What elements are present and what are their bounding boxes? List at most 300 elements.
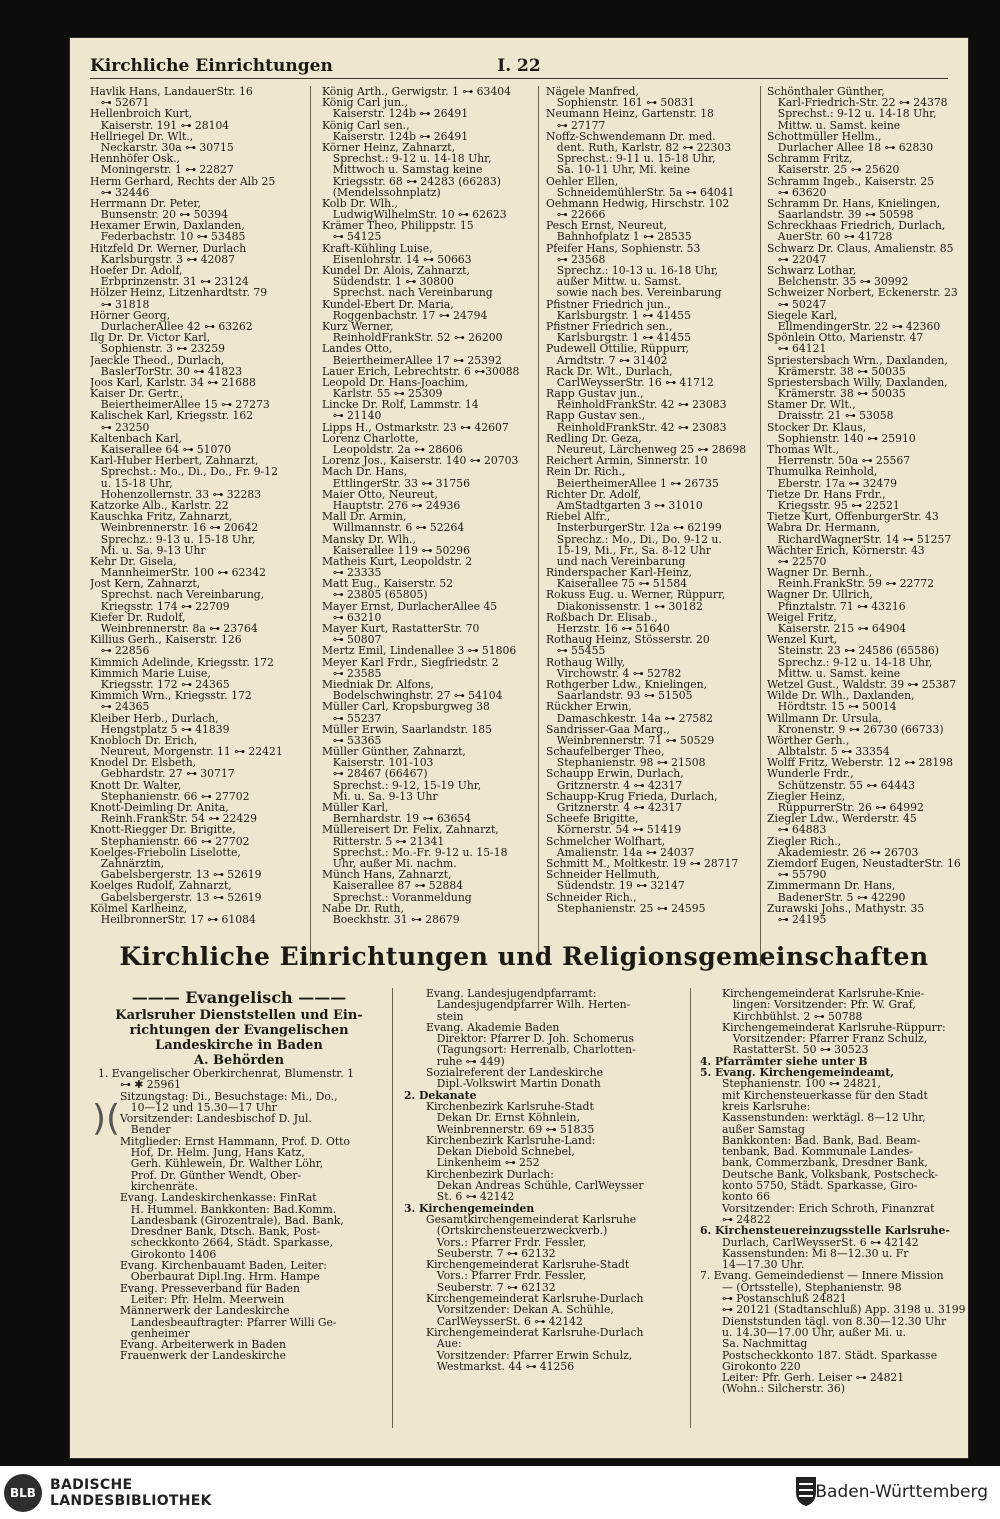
directory-line: Wetzel Gust., Waldstr. 39 ⊶ 25387 [767,677,957,691]
entry-line: u. 14.30—17.00 Uhr, außer Mi. u. [722,1325,907,1339]
directory-line: Kolb Dr. Wlh., [322,196,398,210]
directory-line: ⊶ 23805 (65805) [322,588,428,602]
directory-line: Rokuss Eug. u. Werner, Rüppurr, [546,588,726,602]
directory-line: Kraft-Kühling Luise, [322,241,433,255]
entry-line: Dekan Andreas Schühle, CarlWeysser [426,1179,644,1193]
directory-line: Stocker Dr. Klaus, [767,420,867,434]
directory-line: Kaiserallee 64 ⊶ 51070 [90,443,232,456]
directory-line: Müller Carl, Kropsburgweg 38 [322,700,490,714]
directory-line: Tietze Kurt, OffenburgerStr. 43 [767,510,939,524]
directory-line: Weinbrennerstr. 16 ⊶ 20642 [90,521,259,535]
entry-line: konto 66 [722,1190,771,1204]
entry-line: Dienststunden tägl. von 8.30—12.30 Uhr [722,1314,947,1328]
directory-line: Karlsburgstr. 1 ⊶ 41455 [546,331,691,345]
directory-line: Rapp Gustav jun., [546,387,644,401]
directory-line: Scheefe Brigitte, [546,812,639,826]
entry-line: Landesbank (Girozentrale), Bad. Bank, [120,1213,344,1227]
directory-column-2 [322,86,532,925]
directory-line: Spönlein Otto, Marienstr. 47 [767,331,924,345]
directory-line: Herzstr. 16 ⊶ 51640 [546,622,670,635]
directory-line: Zimmermann Dr. Hans, [767,879,896,893]
directory-line: Mall Dr. Armin, [322,510,407,524]
directory-line: Reinh.FrankStr. 54 ⊶ 22429 [90,812,258,826]
directory-line: Sprechst.: Mo., Di., Do., Fr. 9-12 [90,465,278,479]
directory-line: Stephanienstr. 25 ⊶ 24595 [546,901,706,914]
library-name-line-1: BADISCHE [50,1477,133,1493]
directory-line: BadenerStr. 5 ⊶ 42290 [767,890,906,904]
entry-line: Kirchengemeinderat Karlsruhe-Knie- [722,988,925,1000]
directory-line: Kalischek Karl, Kriegsstr. 162 [90,409,254,423]
directory-line: Schneider Hellmuth, [546,868,660,882]
entry-line: Seuberstr. 7 ⊶ 62132 [426,1280,556,1294]
directory-line: Spriestersbach Wrn., Daxlanden, [767,353,948,367]
entry-line: Gesamtkirchengemeinderat Karlsruhe [426,1212,637,1226]
directory-line: Gebhardstr. 27 ⊶ 30717 [90,767,235,781]
directory-line: Bernhardstr. 19 ⊶ 63654 [322,812,472,826]
entry-line: 7. Evang. Gemeindedienst — Innere Mission [700,1269,944,1283]
directory-line: Schramm Dr. Hans, Knielingen, [767,196,941,210]
directory-line: Joos Karl, Karlstr. 34 ⊶ 21688 [90,375,256,389]
entry-line: Dekan Dr. Ernst Köhnlein, [426,1111,580,1125]
directory-line: Mansky Dr. Wlh., [322,532,416,546]
blb-logo-icon[interactable]: BLB [4,1474,42,1512]
directory-line: Kimmich Marie Luise, [90,666,211,680]
directory-line: Hauptstr. 276 ⊶ 24936 [322,498,461,512]
directory-line: Schaufelberger Theo, [546,745,665,759]
directory-line: ⊶ 27177 [546,118,606,132]
entry-line: Kirchenbezirk Karlsruhe-Stadt [426,1099,594,1113]
directory-line: Federbachstr. 10 ⊶ 53485 [90,230,246,244]
directory-line: Mayer Kurt, RastatterStr. 70 [322,622,480,635]
directory-line: Rothaug Heinz, Stösserstr. 20 [546,633,710,647]
directory-line: Lorenz Charlotte, [322,431,419,445]
directory-line: Kiefer Dr. Rudolf, [90,610,186,624]
entry-line: Männerwerk der Landeskirche [120,1304,290,1318]
directory-line: RüppurrerStr. 26 ⊶ 64992 [767,801,924,814]
directory-line: Leopold Dr. Hans-Joachim, [322,375,469,389]
library-name-line-2: LANDESBIBLIOTHEK [50,1493,212,1509]
directory-line: Schweizer Norbert, Eckenerstr. 23 [767,286,958,300]
directory-line: Müllereisert Dr. Felix, Zahnarzt, [322,823,499,837]
directory-line: Zahnärztin, [90,856,165,870]
entry-line: Seuberstr. 7 ⊶ 62132 [426,1246,556,1260]
directory-line: Karlsburgstr. 3 ⊶ 42087 [90,252,235,266]
directory-line: Kundel-Ebert Dr. Maria, [322,297,454,311]
directory-line: Boeckhstr. 31 ⊶ 28679 [322,912,460,926]
entry-line: Evang. Kirchenbauamt Baden, Leiter: [120,1259,327,1273]
directory-line: Ilg Dr. Dr. Victor Karl, [90,331,211,345]
directory-line: Durlacher Allee 18 ⊶ 62830 [767,140,934,154]
directory-line: Kurz Werner, [322,319,394,333]
directory-line: Virchowstr. 4 ⊶ 52782 [546,666,682,680]
directory-line: Kaiserstr. 25 ⊶ 25620 [767,163,900,177]
entry-line: 10—12 und 15.30—17 Uhr [120,1100,277,1114]
directory-line: Neckarstr. 30a ⊶ 30715 [90,140,234,154]
entry-line: Evang. Landeskirchenkasse: FinRat [120,1191,317,1205]
directory-line: Sprechst.: Voranmeldung [322,890,472,904]
directory-line: Mittwoch u. Samstag keine [322,163,483,177]
directory-line: MannheimerStr. 100 ⊶ 62342 [90,566,266,580]
directory-line: Roßbach Dr. Elisab., [546,610,658,624]
directory-line: Richter Dr. Adolf, [546,487,642,501]
entry-line: Dipl.-Volkswirt Martin Donath [426,1077,601,1091]
directory-line: Spriestersbach Willy, Daxlanden, [767,375,948,389]
directory-line: Albtalstr. 5 ⊶ 33354 [767,745,890,759]
directory-line: Sprechz.: 9-13 u. 15-18 Uhr, [90,532,256,546]
directory-line: Oehler Ellen, [546,174,619,188]
church-column-left [98,988,380,1362]
directory-line: Karlstr. 55 ⊶ 25309 [322,387,443,401]
directory-line: Neureut, Lärchenweg 25 ⊶ 28698 [546,443,747,456]
directory-line: Krämerstr. 38 ⊶ 50035 [767,364,906,378]
directory-line: Südendstr. 1 ⊶ 30800 [322,275,454,289]
directory-line: Körnerstr. 54 ⊶ 51419 [546,823,682,837]
directory-line: Schützenstr. 55 ⊶ 64443 [767,778,915,792]
entry-line: Girokonto 1406 [120,1247,217,1261]
directory-line: Schmitt M., Moltkestr. 19 ⊶ 28717 [546,856,739,870]
directory-line: Zurawski Johs., Mathystr. 35 [767,901,925,915]
library-name[interactable] [50,1477,212,1509]
directory-line: Sandrisser-Gaa Marg., [546,722,670,736]
directory-line: Müller Karl, [322,801,389,814]
entry-line: Westmarkst. 44 ⊶ 41256 [426,1359,575,1373]
directory-column-4 [767,86,963,925]
directory-line: König Carl sen., [322,118,410,132]
entry-line: Bender [120,1123,171,1137]
entry-line: Evang. Akademie Baden [426,1020,560,1034]
entry-line: ruhe ⊶ 449) [426,1054,505,1068]
directory-line: Mi. u. Sa. 9-13 Uhr [90,543,206,557]
directory-line: Mittw. u. Samst. keine [767,666,901,680]
directory-line: Sophienstr. 3 ⊶ 23259 [90,342,225,356]
entry-line: Vors.: Pfarrer Frdr. Fessler, [426,1235,587,1249]
page-header [90,54,948,79]
directory-line: Schottmüller Hellm., [767,129,882,143]
scanned-page [70,38,968,1458]
entry-line: Dekan Diebold Schnebel, [426,1145,575,1159]
directory-line: Sprechst.: 9-11 u. 15-18 Uhr, [546,152,716,166]
directory-line: Wabra Dr. Hermann, [767,521,881,535]
directory-line: Hengstplatz 5 ⊶ 41839 [90,722,230,736]
directory-line: Pudewell Ottilie, Rüppurr, [546,342,690,356]
entry-line: 3. Kirchengemeinden [404,1201,535,1215]
directory-line: ReinholdFrankStr. 52 ⊶ 26200 [322,331,503,345]
entry-line: Girokonto 220 [722,1359,801,1373]
entry-line: Stephanienstr. 100 ⊶ 24821, [722,1077,881,1091]
directory-line: CarlWeysserStr. 16 ⊶ 41712 [546,375,714,389]
entry-line: Kirchbühlst. 2 ⊶ 50788 [722,1009,863,1023]
entry-line: ⊶ 20121 (Stadtanschluß) App. 3198 u. 3199 [722,1303,966,1317]
directory-line: LudwigWilhelmStr. 10 ⊶ 62623 [322,208,507,222]
subheading: richtungen der Evangelischen [129,1023,349,1038]
directory-line: ⊶ 64883 [767,823,827,837]
entry-line: 1. Evangelischer Oberkirchenrat, Blumenstr. 1 [98,1067,354,1080]
directory-line: Noffz-Schwendemann Dr. med. [546,129,716,143]
directory-line: Reichert Armin, Sinnerstr. 10 [546,454,708,468]
directory-line: Saarlandstr. 93 ⊶ 51505 [546,689,693,703]
state-name[interactable]: Baden-Württemberg [815,1482,988,1502]
entry-line: Sitzungstag: Di., Besuchstage: Mi., Do., [120,1089,338,1103]
directory-line: Schaupp Erwin, Durlach, [546,767,684,781]
directory-line: Neumann Heinz, Gartenstr. 18 [546,107,714,121]
entry-line: St. 6 ⊶ 42142 [426,1190,515,1204]
entry-line: ⊶ 24822 [722,1212,771,1226]
directory-line: Steinstr. 23 ⊶ 24586 (65586) [767,644,939,658]
directory-line: Knott Dr. Walter, [90,778,182,792]
directory-line: Mertz Emil, Lindenallee 3 ⊶ 51806 [322,644,517,658]
entry-line: Vorsitzender: Erich Schroth, Finanzrat [722,1201,935,1215]
directory-line: Thomas Wlt., [767,443,840,456]
directory-line: dent. Ruth, Karlstr. 82 ⊶ 22303 [546,140,732,154]
directory-line: Rothgerber Ldw., Knielingen, [546,677,708,691]
directory-line: ⊶ 28467 (66467) [322,767,428,781]
directory-line: Schwarz Dr. Claus, Amalienstr. 85 [767,241,954,255]
directory-line: Weinbrennerstr. 71 ⊶ 50529 [546,733,715,747]
entry-line: Postscheckkonto 187. Städt. Sparkasse [722,1348,938,1362]
directory-line: Hohenzollernstr. 33 ⊶ 32283 [90,487,262,501]
entry-line: tenbank, Bad. Kommunale Landes- [722,1145,913,1159]
directory-line: Tietze Dr. Hans Frdr., [767,487,886,501]
directory-line: 15-19, Mi., Fr., Sa. 8-12 Uhr [546,543,711,557]
directory-line: Mi. u. Sa. 9-13 Uhr [322,789,438,803]
entry-line: ⊶ Postanschluß 24821 [722,1292,847,1306]
directory-line: Ziegler Ldw., Werderstr. 45 [767,812,917,826]
directory-line: König Arth., Gerwigstr. 1 ⊶ 63404 [322,86,511,98]
directory-line: Kölmel Karlheinz, [90,901,188,915]
directory-line: ⊶ 50247 [767,297,827,311]
directory-line: ⊶ 22856 [90,644,150,658]
directory-line: Hörner Georg, [90,308,171,322]
directory-line: Pfistner Friedrich sen., [546,319,673,333]
directory-line: Hellriegel Dr. Wlt., [90,129,194,143]
directory-line: Wolff Fritz, Weberstr. 12 ⊶ 28198 [767,756,953,770]
directory-line: König Carl jun., [322,96,408,110]
entry-line: lingen: Vorsitzender: Pfr. W. Graf, [722,998,916,1012]
entry-line: Durlach, CarlWeysserSt. 6 ⊶ 42142 [722,1235,919,1249]
directory-line: Schmelcher Wolfhart, [546,834,666,848]
directory-line: Weigel Fritz, [767,610,837,624]
directory-line: ⊶ 23250 [90,420,150,434]
directory-line: Kaiserstr. 124b ⊶ 26491 [322,129,469,143]
directory-line: Reinh.FrankStr. 59 ⊶ 22772 [767,577,935,591]
directory-line: ⊶ 32446 [90,185,150,199]
directory-line: Neureut, Morgenstr. 11 ⊶ 22421 [90,745,283,759]
directory-line: Meyer Karl Frdr., Siegfriedstr. 2 [322,655,499,669]
entry-line: scheckkonto 2664, Städt. Sparkasse, [120,1236,334,1250]
directory-line: Schwarz Lothar, [767,264,857,277]
viewer-footer [0,1466,1000,1519]
directory-line: Thumulka Reinhold, [767,465,878,479]
directory-line: Jost Kern, Zahnarzt, [90,577,201,591]
directory-line: Hexamer Erwin, Daxlanden, [90,219,245,233]
directory-line: Rückher Erwin, [546,700,632,714]
directory-line: Havlik Hans, LandauerStr. 16 [90,86,253,98]
directory-line: Hennhöfer Osk., [90,152,180,166]
directory-line: Herrmann Dr. Peter, [90,196,201,210]
directory-line: Kaiserallee 87 ⊶ 52884 [322,879,464,893]
directory-line: ⊶ 24365 [90,700,150,714]
directory-line: Krämer Theo, Philippstr. 15 [322,219,474,233]
directory-line: Herm Gerhard, Rechts der Alb 25 [90,174,276,188]
subheading: Karlsruher Dienststellen und Ein- [115,1008,363,1023]
directory-line: Pfinztalstr. 71 ⊶ 43216 [767,599,906,613]
entry-line: Prof. Dr. Günther Wendt, Ober- [120,1168,302,1182]
directory-line: Stephanienstr. 66 ⊶ 27702 [90,789,250,803]
directory-line: Arndtstr. 7 ⊶ 31402 [546,353,668,367]
directory-line: Stephanienstr. 66 ⊶ 27702 [90,834,250,848]
directory-line: Killius Gerh., Kaiserstr. 126 [90,633,242,647]
directory-line: Karl-Huber Herbert, Zahnarzt, [90,454,259,468]
directory-line: Nabe Dr. Ruth, [322,901,404,915]
directory-line: SchneidemühlerStr. 5a ⊶ 64041 [546,185,735,199]
directory-line: Kaiserstr. 124b ⊶ 26491 [322,107,469,121]
directory-line: Kaiserstr. 101-103 [322,756,434,770]
directory-line: Kaiserstr. 191 ⊶ 28104 [90,118,230,132]
directory-column-3 [546,86,756,914]
directory-line: Schneider Rich., [546,890,637,904]
directory-line: Matt Eug., Kaiserstr. 52 [322,577,454,591]
entry-line: Kirchenbezirk Karlsruhe-Land: [426,1133,596,1147]
entry-line: 14—17.30 Uhr. [722,1258,805,1272]
entry-line: Vors.: Pfarrer Frdr. Fessler, [426,1269,587,1283]
directory-line: Rinderspacher Karl-Heinz, [546,566,692,580]
column-divider [690,988,691,1428]
directory-line: ⊶ 53365 [322,733,382,747]
entry-line: 4. Pfarrämter siehe unter B [700,1054,868,1068]
directory-line: Münch Hans, Zahnarzt, [322,868,452,882]
directory-line: Riebel Alfr., [546,510,611,524]
directory-line: Mayer Ernst, DurlacherAllee 45 [322,599,498,613]
directory-line: Kronenstr. 9 ⊶ 26730 (66733) [767,722,944,736]
directory-line: Sophienstr. 161 ⊶ 50831 [546,96,695,110]
directory-line: Leopoldstr. 2a ⊶ 28606 [322,443,463,456]
directory-line: ⊶ 64121 [767,342,827,356]
directory-line: Schaupp-Krug Frieda, Durlach, [546,789,718,803]
directory-line: Lipps H., Ostmarkstr. 23 ⊶ 42607 [322,420,509,434]
entry-line: Evang. Arbeiterwerk in Baden [120,1338,286,1352]
directory-line: Wenzel Kurt, [767,633,838,647]
directory-line: BeiertheimerAllee 17 ⊶ 25392 [322,353,502,367]
directory-line: Willmannstr. 6 ⊶ 52264 [322,521,465,535]
entry-line: Kirchengemeinderat Karlsruhe-Rüppurr: [722,1020,946,1034]
directory-line: Miedniak Dr. Alfons, [322,677,434,691]
page-number: I. 22 [497,56,541,76]
directory-line: Roggenbachstr. 17 ⊶ 24794 [322,308,488,322]
directory-line: ⊶ 63620 [767,185,827,199]
directory-line: Ziemdorf Eugen, NeustadterStr. 16 [767,856,961,870]
directory-line: Redling Dr. Geza, [546,431,642,445]
entry-line: Landesjugendpfarrer Wilh. Herten- [426,998,631,1012]
directory-line: Sprechst. nach Vereinbarung [322,286,493,300]
directory-line: Damaschkestr. 14a ⊶ 27582 [546,711,713,725]
directory-line: ⊶ 54125 [322,230,382,244]
section-title: Kirchliche Einrichtungen und Religionsgemeinschaften [119,942,929,971]
entry-line: Direktor: Pfarrer D. Joh. Schomerus [426,1032,635,1046]
directory-line: Mittw. u. Samst. keine [767,118,901,132]
directory-line: AuerStr. 60 ⊶ 41728 [767,230,893,244]
subheading: Landeskirche in Baden [155,1038,323,1053]
directory-line: Wilde Dr. Wlh., Daxlanden, [767,689,915,703]
directory-line: Ziegler Heinz, [767,789,846,803]
entry-line: Bankkonten: Bad. Bank, Bad. Beam- [722,1133,921,1147]
handwritten-mark: )( [92,1098,121,1139]
directory-line: Uhr, außer Mi. nachm. [322,856,457,870]
directory-line: Moningerstr. 1 ⊶ 22827 [90,163,234,177]
entry-line: bank, Commerzbank, Dresdner Bank, [722,1156,928,1170]
directory-line: Eberstr. 17a ⊶ 32479 [767,476,898,490]
directory-line: Mach Dr. Hans, [322,465,408,479]
directory-line: Kaiserstr. 215 ⊶ 64904 [767,622,907,635]
directory-line: Rothaug Willy, [546,655,626,669]
directory-line: Gabelsbergerstr. 13 ⊶ 52619 [90,868,262,882]
directory-line: Wunderle Frdr., [767,767,854,781]
directory-line: Pfistner Friedrich jun., [546,297,671,311]
directory-line: Eisenlohrstr. 14 ⊶ 50663 [322,252,472,266]
directory-line: Willmann Dr. Ursula, [767,711,882,725]
directory-line: Hoefer Dr. Adolf, [90,264,183,277]
entry-line: (Tagungsort: Herrenalb, Charlotten- [426,1043,636,1057]
directory-line: ⊶ 23335 [322,566,382,580]
directory-line: Sophienstr. 140 ⊶ 25910 [767,431,916,445]
directory-line: Sprechst.: 9-12, 15-19 Uhr, [322,778,482,792]
entry-line: 2. Dekanate [404,1088,477,1102]
directory-line: Maier Otto, Neureut, [322,487,438,501]
directory-line: Karlsburgstr. 1 ⊶ 41455 [546,308,691,322]
directory-line: Weinbrennerstr. 8a ⊶ 23764 [90,622,258,635]
directory-line: Kimmich Adelinde, Kriegsstr. 172 [90,655,274,669]
entry-line: Kirchenbezirk Durlach: [426,1167,554,1181]
directory-line: Knott-Deimling Dr. Anita, [90,801,229,814]
directory-line: Müller Günther, Zahnarzt, [322,745,466,759]
directory-line: Jaeckle Theod., Durlach, [90,353,225,367]
directory-line: Pfeifer Hans, Sophienstr. 53 [546,241,701,255]
directory-line: DurlacherAllee 42 ⊶ 63262 [90,319,253,333]
directory-line: Nägele Manfred, [546,86,639,98]
directory-line: Kriegsstr. 172 ⊶ 24365 [90,677,230,691]
directory-line: Ziegler Rich., [767,834,842,848]
directory-line: Kriegsstr. 68 ⊶ 24283 (66283) [322,174,501,188]
directory-line: Bahnhofplatz 1 ⊶ 28535 [546,230,692,244]
entry-line: CarlWeysserSt. 6 ⊶ 42142 [426,1314,583,1328]
directory-line: RichardWagnerStr. 14 ⊶ 51257 [767,532,952,546]
directory-line: Hördtstr. 15 ⊶ 50014 [767,700,897,714]
directory-line: Sa. 10-11 Uhr, Mi. keine [546,163,691,177]
directory-line: Hitzfeld Dr. Werner, Durlach [90,241,247,255]
directory-line: Oehmann Hedwig, Hirschstr. 102 [546,196,730,210]
directory-line: Kimmich Wrn., Kriegsstr. 172 [90,689,252,703]
directory-line: Krämerstr. 38 ⊶ 50035 [767,387,906,401]
directory-line: InsterburgerStr. 12a ⊶ 62199 [546,521,722,535]
directory-line: Kleiber Herb., Durlach, [90,711,219,725]
directory-line: AmStadtgarten 3 ⊶ 31010 [546,498,703,512]
directory-line: Knodel Dr. Elsbeth, [90,756,197,770]
directory-line: Schreckhaas Friedrich, Durlach, [767,219,946,233]
directory-line: Sprechst.: Mo.-Fr. 9-12 u. 15-18 [322,845,508,859]
directory-line: Draisstr. 21 ⊶ 53058 [767,409,894,423]
directory-line: EttlingerStr. 33 ⊶ 31756 [322,476,470,490]
subheading: A. Behörden [193,1053,285,1068]
column-divider [310,86,311,966]
directory-line: Kaiserallee 75 ⊶ 51584 [546,577,688,591]
directory-line: ReinholdFrankStr. 42 ⊶ 23083 [546,420,727,434]
directory-column-1 [90,86,300,925]
directory-line: Gabelsbergerstr. 13 ⊶ 52619 [90,890,262,904]
directory-line: Kaiserallee 119 ⊶ 50296 [322,543,471,557]
directory-line: Kriegsstr. 95 ⊶ 22521 [767,498,900,512]
entry-line: (Ortskirchensteuerzweckverb.) [426,1224,608,1238]
directory-line: Saarlandstr. 39 ⊶ 50598 [767,208,914,222]
directory-line: Lauer Erich, Lebrechtstr. 6 ⊶30088 [322,364,520,378]
